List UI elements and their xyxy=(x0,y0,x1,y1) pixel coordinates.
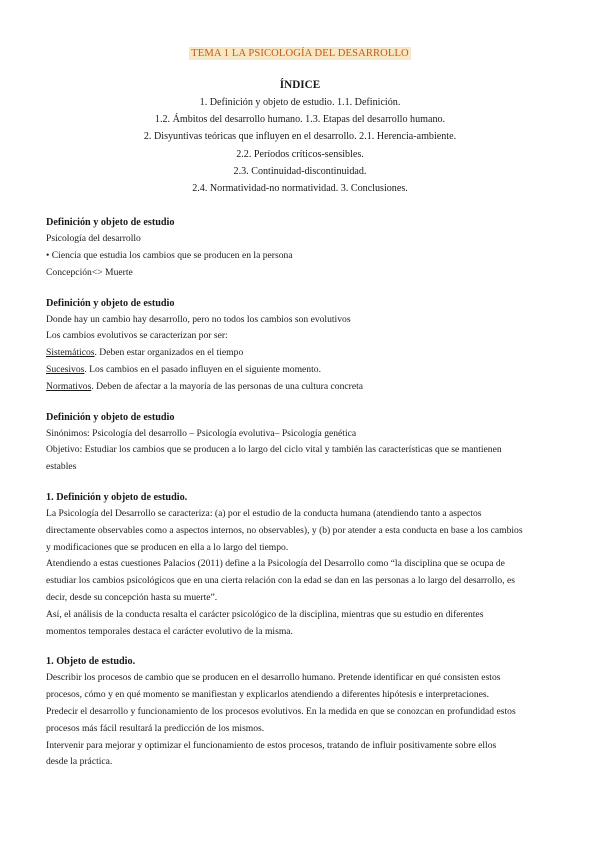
section-definicion-1 xyxy=(46,214,554,281)
paragraph-line: Predecir el desarrollo y funcionamiento de los procesos evolutivos. En la medida en que se conozcan en profundidad estos xyxy=(46,705,516,717)
section-title: Definición y objeto de estudio xyxy=(46,297,175,309)
term-description: . Deben estar organizados en el tiempo xyxy=(94,347,244,359)
section-title: Definición y objeto de estudio xyxy=(46,411,175,423)
index-line: 2.3. Continuidad-discontinuidad. xyxy=(233,165,367,177)
paragraph-line: La Psicología del Desarrollo se caracteriza: (a) por el estudio de la conducta humana (atendiendo tanto a aspectos xyxy=(46,507,482,519)
paragraph-line: Sinónimos: Psicología del desarrollo – Psicología evolutiva– Psicología genética xyxy=(46,427,357,439)
index-line: 2.2. Períodos críticos-sensibles. xyxy=(236,148,364,160)
section-definicion-3 xyxy=(46,409,554,476)
index-line: 2. Disyuntivas teóricas que influyen en el desarrollo. 2.1. Herencia-ambiente. xyxy=(143,131,457,143)
paragraph-line: Objetivo: Estudiar los cambios que se producen a lo largo del ciclo vital y también las características que se mantienen xyxy=(46,444,502,456)
paragraph-line: Describir los procesos de cambio que se producen en el desarrollo humano. Pretende identificar en qué consisten estos xyxy=(46,672,501,684)
index-title: ÍNDICE xyxy=(279,79,321,91)
paragraph-line: procesos más fácil resultará la predicción de los mismos. xyxy=(46,722,265,734)
section-definicion-2 xyxy=(46,295,554,396)
term-item xyxy=(46,362,554,379)
paragraph-line: y modificaciones que se producen en ella a lo largo del tiempo. xyxy=(46,541,289,553)
index-list xyxy=(46,94,554,197)
index-line: 1.2. Ámbitos del desarrollo humano. 1.3. Etapas del desarrollo humano. xyxy=(154,114,446,126)
paragraph-line: Así, el análisis de la conducta resalta el carácter psicológico de la disciplina, mientras que su estudio en diferentes xyxy=(46,608,484,620)
term-item xyxy=(46,345,554,362)
paragraph-line: Concepción<> Muerte xyxy=(46,266,133,278)
paragraph-line: estudiar los cambios psicológicos que en una cierta relación con la edad se dan en las personas a lo largo del desarrollo, es xyxy=(46,575,515,587)
term-label: Sucesivos xyxy=(46,364,85,375)
term-item xyxy=(46,379,554,396)
paragraph-line: decir, desde su concepción hasta su muerte”. xyxy=(46,591,218,603)
paragraph-line: desde la práctica. xyxy=(46,756,113,768)
paragraph-line: momentos temporales destaca el carácter evolutivo de la misma. xyxy=(46,625,293,637)
paragraph-line: Intervenir para mejorar y optimizar el funcionamiento de estos procesos, tratando de influir positivamente sobre ellos xyxy=(46,739,497,751)
bullet-item: • Ciencia que estudia los cambios que se producen en la persona xyxy=(46,250,293,262)
section-title: 1. Definición y objeto de estudio. xyxy=(46,491,188,503)
paragraph-line: Atendiendo a estas cuestiones Palacios (2011) define a la Psicología del Desarrollo como “la disciplina que se ocupa de xyxy=(46,558,505,570)
term-description: . Los cambios en el pasado influyen en el siguiente momento. xyxy=(84,364,321,375)
paragraph-line: procesos, cómo y en qué momento se manifiestan y explicarlos atendiendo a diferentes hipótesis e interpretaciones. xyxy=(46,689,490,701)
document-title: TEMA 1 LA PSICOLOGÍA DEL DESARROLLO xyxy=(191,48,409,59)
index-line: 1. Definición y objeto de estudio. 1.1. Definición. xyxy=(199,97,401,108)
header xyxy=(46,0,554,61)
term-description: . Deben de afectar a la mayoría de las personas de una cultura concreta xyxy=(91,380,363,392)
paragraph-line: Psicología del desarrollo xyxy=(46,233,141,245)
section-title: Definición y objeto de estudio xyxy=(46,217,175,229)
index-line: 2.4. Normatividad-no normatividad. 3. Conclusiones. xyxy=(192,183,408,195)
section-objeto-estudio xyxy=(46,653,554,771)
term-label: Normativos xyxy=(46,380,92,392)
paragraph-line: estables xyxy=(46,461,77,473)
paragraph-line: directamente observables como a aspectos internos, no observables), y (b) por atender a esta conducta en base a los cambios xyxy=(46,524,523,536)
section-title: 1. Objeto de estudio. xyxy=(46,656,136,668)
section-definicion-detalle xyxy=(46,489,554,640)
paragraph-line: Donde hay un cambio hay desarrollo, pero no todos los cambios son evolutivos xyxy=(46,313,351,325)
term-label: Sistemáticos xyxy=(46,347,95,359)
paragraph-line: Los cambios evolutivos se caracterizan por ser: xyxy=(46,330,228,342)
